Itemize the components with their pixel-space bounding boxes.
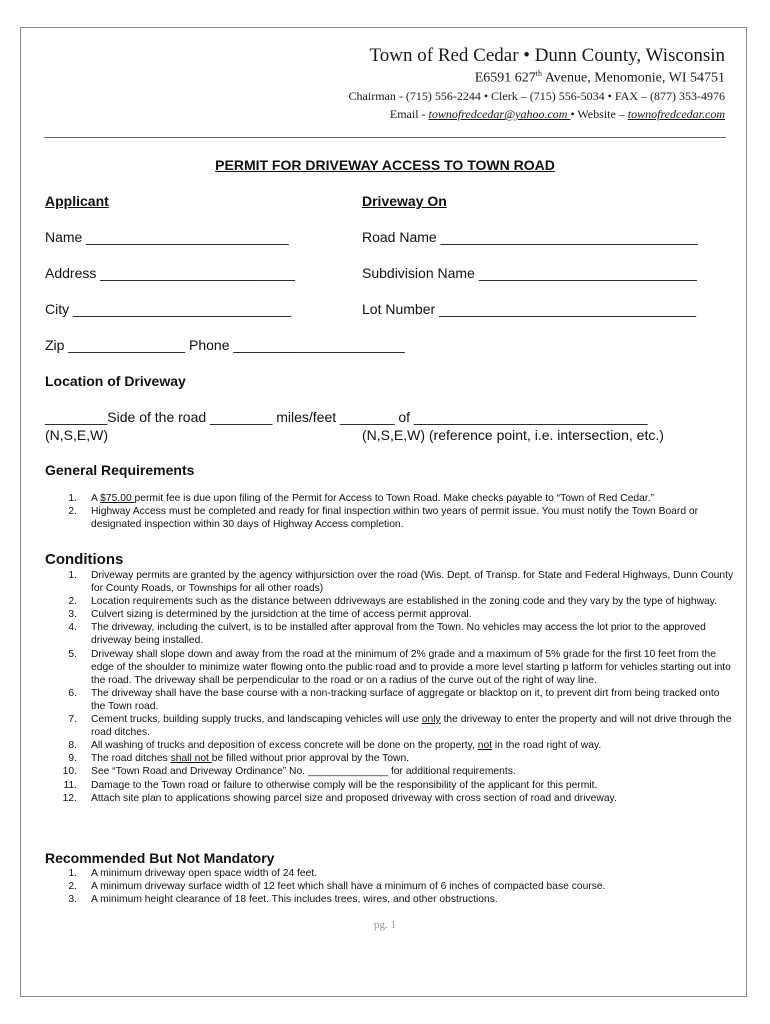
recommended-list xyxy=(46,867,736,906)
list-number: 10. xyxy=(62,766,77,778)
town-address: E6591 627th Avenue, Menomonie, WI 54751 xyxy=(474,69,725,86)
list-text: Driveway permits are granted by the agency withjursiction over the road (Wis. Dept. of Transp. for State and Federal Highways, Dunn County for County Roads, or Townships for all other roads) xyxy=(91,570,734,595)
list-number: 3. xyxy=(68,894,77,906)
address-field[interactable]: Address _________________________ xyxy=(45,265,295,281)
list-emphasis: $75.00 xyxy=(100,493,135,504)
list-text: A xyxy=(91,493,101,504)
list-item xyxy=(46,880,736,893)
list-number: 5. xyxy=(68,648,77,660)
general-requirements-list xyxy=(46,492,736,531)
list-text: A minimum driveway open space width of 24 feet. xyxy=(91,868,318,879)
list-item xyxy=(46,739,736,752)
list-item xyxy=(46,569,736,595)
header-divider xyxy=(44,137,726,138)
list-emphasis: only xyxy=(421,714,441,726)
list-emphasis: shall not xyxy=(170,753,212,765)
city-field[interactable]: City ____________________________ xyxy=(45,301,292,317)
email-link[interactable]: townofredcedar@yahoo.com xyxy=(428,107,571,121)
list-text: A minimum height clearance of 18 feet. This includes trees, wires, and other obstructions. xyxy=(91,894,498,906)
list-number: 1. xyxy=(68,493,77,504)
contact-web: Email - townofredcedar@yahoo.com • Website – townofredcedar.com xyxy=(389,107,725,121)
list-item xyxy=(46,595,736,608)
list-number: 2. xyxy=(68,506,77,518)
list-number: 12. xyxy=(62,792,77,804)
page-number: pg. 1 xyxy=(374,919,396,931)
list-item xyxy=(46,765,736,778)
list-item xyxy=(46,621,736,647)
list-item xyxy=(46,687,736,713)
location-direction-note: (N,S,E,W) xyxy=(45,427,108,443)
list-item xyxy=(46,752,736,765)
list-number: 8. xyxy=(68,740,77,752)
list-item xyxy=(46,492,736,505)
location-reference-note: (N,S,E,W) (reference point, i.e. intersection, etc.) xyxy=(362,427,664,443)
list-text: Location requirements such as the distance between ddriveways are established in the zoning code and they vary by the type of highway. xyxy=(91,596,718,608)
list-item xyxy=(46,608,736,621)
list-text: be filled without prior approval by the Town. xyxy=(211,753,410,765)
list-number: 4. xyxy=(68,622,77,634)
list-item xyxy=(46,779,736,792)
list-text: in the road right of way. xyxy=(492,740,602,752)
list-number: 3. xyxy=(68,609,77,621)
list-number: 9. xyxy=(68,753,77,765)
list-number: 11. xyxy=(63,779,77,791)
list-item xyxy=(46,867,736,880)
location-line[interactable]: ________Side of the road ________ miles/feet _______ of ______________________________ xyxy=(45,409,648,425)
list-number: 2. xyxy=(68,596,77,608)
location-heading: Location of Driveway xyxy=(45,373,186,389)
name-field[interactable]: Name __________________________ xyxy=(45,229,289,245)
list-emphasis: not xyxy=(477,740,493,752)
list-number: 6. xyxy=(68,687,77,699)
conditions-heading: Conditions xyxy=(45,551,124,568)
list-text: the driveway to enter the property and will not drive through the road ditches. xyxy=(91,714,732,739)
list-text: All washing of trucks and deposition of excess concrete will be done on the property, xyxy=(91,740,478,752)
list-item xyxy=(46,648,736,687)
website-link[interactable]: townofredcedar.com xyxy=(627,107,725,121)
list-text: A minimum driveway surface width of 12 feet which shall have a minimum of 6 inches of compacted base course. xyxy=(91,881,606,893)
list-text: The driveway shall have the base course with a non-tracking surface of aggregate or blacktop on it, to prevent dirt from being tracked onto the Town road. xyxy=(91,687,720,712)
subdivision-name-field[interactable]: Subdivision Name ____________________________ xyxy=(362,265,697,281)
conditions-list xyxy=(46,569,736,805)
list-text: Damage to the Town road or failure to otherwise comply will be the responsibility of the applicant for this permit. xyxy=(91,779,598,791)
list-text: The road ditches xyxy=(91,753,171,765)
form-title: PERMIT FOR DRIVEWAY ACCESS TO TOWN ROAD xyxy=(215,157,555,173)
list-text: Highway Access must be completed and ready for final inspection within two years of permit issue. You must notify the Town Board or designated inspection within 30 days of Highway Access completion. xyxy=(91,506,699,531)
zip-phone-field[interactable]: Zip _______________ Phone ______________________ xyxy=(45,337,405,353)
list-item xyxy=(46,893,736,906)
list-text: See “Town Road and Driveway Ordinance” No. ______________ for additional requirements. xyxy=(91,766,516,778)
town-name: Town of Red Cedar • Dunn County, Wisconsin xyxy=(369,45,725,66)
list-number: 1. xyxy=(68,570,77,581)
recommended-heading: Recommended But Not Mandatory xyxy=(45,850,275,866)
list-item xyxy=(46,792,736,805)
list-number: 1. xyxy=(68,868,77,879)
list-number: 2. xyxy=(68,881,77,893)
applicant-heading: Applicant xyxy=(45,193,109,209)
list-text: Driveway shall slope down and away from the road at the minimum of 2% grade and a maximum of 5% grade for the first 10 feet from the edge of the shoulder to minimize water flowing onto the public road and to provide a more level starting p latform for vehicles starting out into the road. The driveway shall be perpendicular to the road or on a radius of the curve out of the right of way line. xyxy=(91,648,731,686)
general-requirements-heading: General Requirements xyxy=(45,462,195,478)
driveway-on-heading: Driveway On xyxy=(362,193,447,209)
lot-number-field[interactable]: Lot Number _________________________________ xyxy=(362,301,696,317)
list-text: The driveway, including the culvert, is to be installed after approval from the Town. No vehicles may access the lot prior to the approved driveway being installed. xyxy=(91,622,706,647)
list-number: 7. xyxy=(68,714,77,726)
list-item xyxy=(46,505,736,531)
list-text: Attach site plan to applications showing parcel size and proposed driveway with cross section of road and driveway. xyxy=(91,792,617,804)
list-item xyxy=(46,713,736,739)
list-text: Culvert sizing is determined by the jursidction at the time of access permit approval. xyxy=(91,609,472,621)
contact-phones: Chairman - (715) 556-2244 • Clerk – (715) 556-5034 • FAX – (877) 353-4976 xyxy=(348,89,725,103)
list-text: permit fee is due upon filing of the Permit for Access to Town Road. Make checks payable to “Town of Red Cedar.” xyxy=(134,493,655,504)
road-name-field[interactable]: Road Name _________________________________ xyxy=(362,229,698,245)
list-text: Cement trucks, building supply trucks, and landscaping vehicles will use xyxy=(91,714,422,726)
